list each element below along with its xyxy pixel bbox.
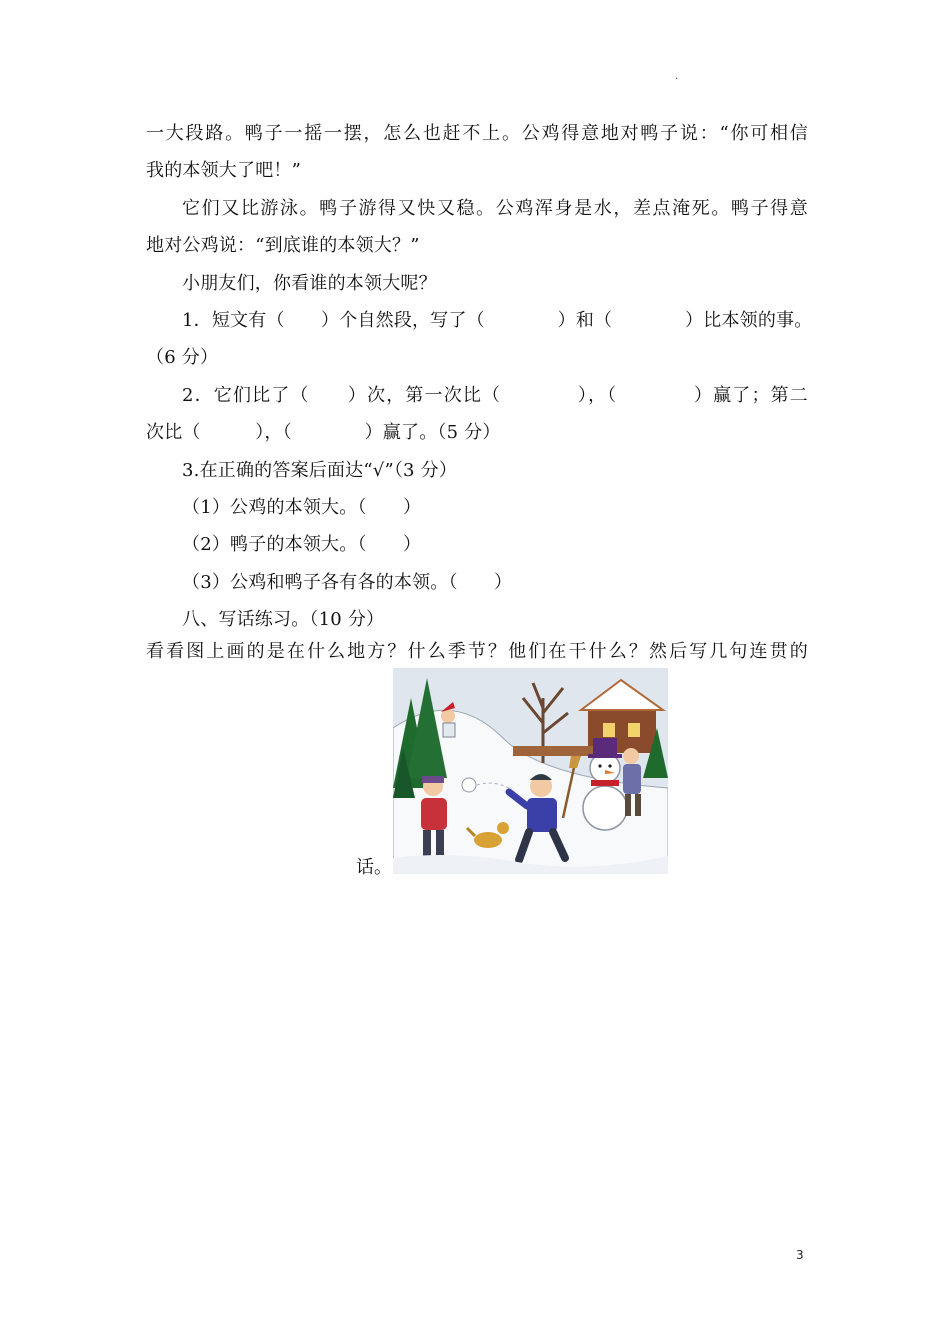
- snowball: [462, 778, 476, 792]
- question-1-score: （6 分）: [146, 347, 219, 368]
- section-8-heading: 八、写话练习。（10 分）: [182, 609, 385, 630]
- house-window-2: [628, 723, 640, 737]
- question-3-option-2: （2）鸭子的本领大。（ ）: [182, 534, 422, 555]
- story-line-1: 一大段路。鸭子一摇一摆，怎么也赶不上。公鸡得意地对鸭子说：“你可相信: [146, 123, 808, 144]
- snowman-scarf: [591, 780, 619, 786]
- boy-left-jacket: [421, 798, 447, 830]
- girl-leg-left: [625, 794, 631, 816]
- fence: [513, 746, 593, 756]
- story-line-2: 我的本领大了吧！”: [146, 160, 302, 181]
- girl-coat: [623, 764, 641, 794]
- question-2: 2．它们比了（ ）次，第一次比（ ），（ ）赢了；第二: [182, 385, 808, 406]
- dog-head: [497, 822, 509, 834]
- question-3-option-3: （3）公鸡和鸭子各有各的本领。（ ）: [182, 572, 513, 593]
- sledding-kid-body: [443, 723, 455, 737]
- boy-right-jacket: [527, 798, 557, 832]
- snowman-body: [583, 786, 627, 830]
- winter-picture-svg: [393, 668, 668, 874]
- question-1: 1．短文有（ ）个自然段，写了（ ）和（ ）比本领的事。: [182, 310, 813, 331]
- girl-leg-right: [635, 794, 641, 816]
- snowman-hat: [593, 738, 617, 756]
- house-window-1: [603, 723, 615, 737]
- snowman-eye-left: [598, 764, 601, 767]
- story-line-3: 它们又比游泳。鸭子游得又快又稳。公鸡浑身是水，差点淹死。鸭子得意: [182, 198, 808, 219]
- dog-body: [474, 832, 502, 848]
- question-3: 3.在正确的答案后面达“√”（3 分）: [182, 460, 458, 481]
- snowman-eye-right: [608, 764, 611, 767]
- question-2-continued: 次比（ ），（ ）赢了。（5 分）: [146, 422, 501, 443]
- page-number: 3: [796, 1248, 804, 1262]
- question-3-option-1: （1）公鸡的本领大。（ ）: [182, 497, 422, 518]
- boy-left-hat: [422, 776, 444, 783]
- girl-head: [623, 748, 639, 764]
- snowman-hat-brim: [588, 754, 622, 758]
- writing-prompt: 看看图上画的是在什么地方？什么季节？他们在干什么？然后写几句连贯的: [146, 641, 808, 662]
- winter-snow-play-illustration: [393, 668, 668, 874]
- story-line-4: 地对公鸡说：“到底谁的本领大？”: [146, 235, 420, 256]
- header-dot: .: [675, 71, 679, 82]
- writing-prompt-end: 话。: [356, 857, 392, 878]
- story-question: 小朋友们，你看谁的本领大呢？: [182, 273, 437, 294]
